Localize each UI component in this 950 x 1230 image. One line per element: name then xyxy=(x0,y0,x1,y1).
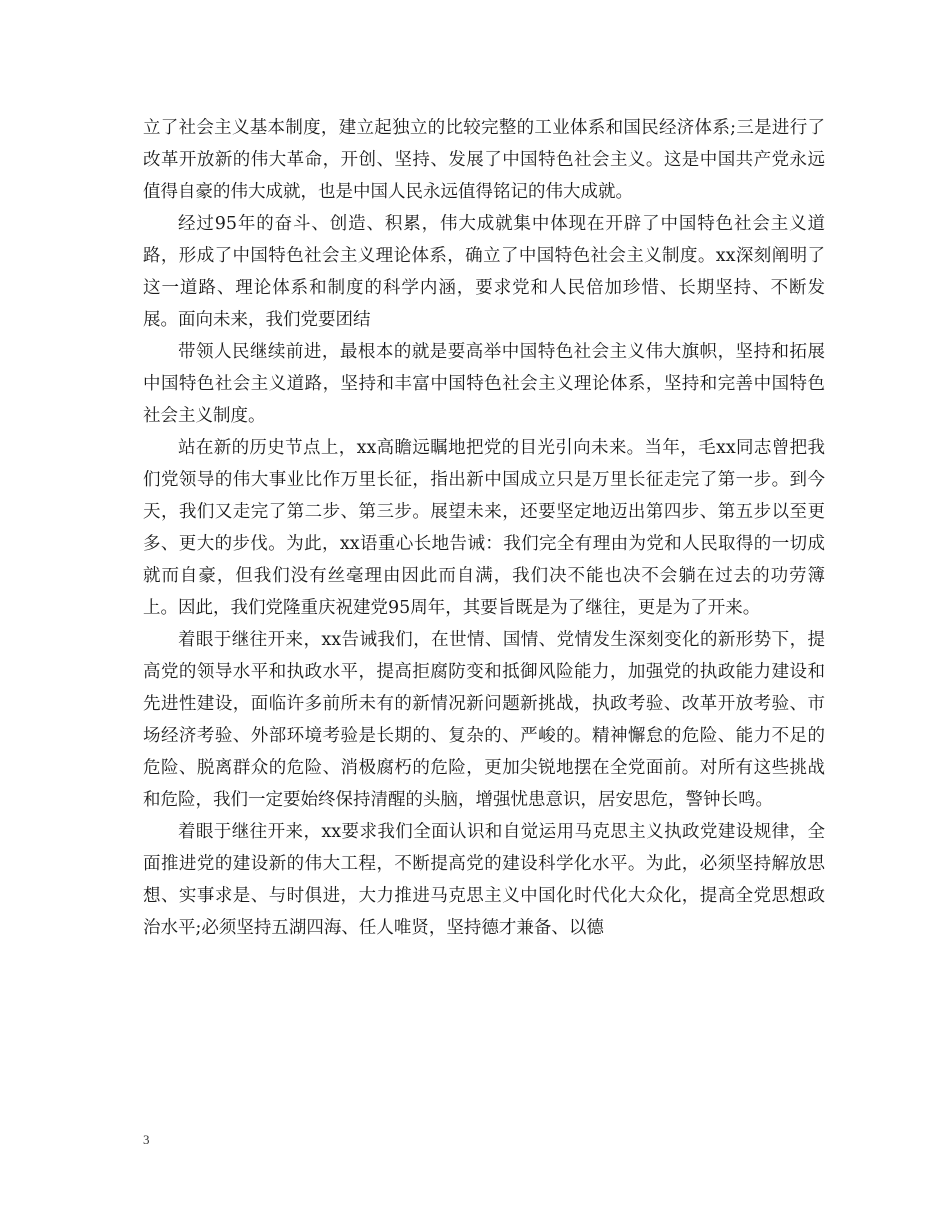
paragraph-2: 经过95年的奋斗、创造、积累，伟大成就集中体现在开辟了中国特色社会主义道路，形成了中国特色社会主义理论体系，确立了中国特色社会主义制度。xx深刻阐明了这一道路、理论体系和制度的科学内涵，要求党和人民倍加珍惜、长期坚持、不断发展。面向未来，我们党要团结 xyxy=(143,214,825,330)
paragraph-4: 站在新的历史节点上，xx高瞻远瞩地把党的目光引向未来。当年，毛xx同志曾把我们党领导的伟大事业比作万里长征，指出新中国成立只是万里长征走完了第一步。到今天，我们又走完了第二步、第三步。展望未来，还要坚定地迈出第四步、第五步以至更多、更大的步伐。为此，xx语重心长地告诫：我们完全有理由为党和人民取得的一切成就而自豪，但我们没有丝毫理由因此而自满，我们决不能也决不会躺在过去的功劳簿上。因此，我们党隆重庆祝建党95周年，其要旨既是为了继往，更是为了开来。 xyxy=(143,438,825,618)
page-number: 3 xyxy=(143,1132,150,1147)
paragraph-6: 着眼于继往开来，xx要求我们全面认识和自觉运用马克思主义执政党建设规律，全面推进党的建设新的伟大工程，不断提高党的建设科学化水平。为此，必须坚持解放思想、实事求是、与时俱进，大力推进马克思主义中国化时代化大众化，提高全党思想政治水平;必须坚持五湖四海、任人唯贤，坚持德才兼备、以德 xyxy=(143,822,825,938)
paragraph-3: 带领人民继续前进，最根本的就是要高举中国特色社会主义伟大旗帜，坚持和拓展中国特色社会主义道路，坚持和丰富中国特色社会主义理论体系，坚持和完善中国特色社会主义制度。 xyxy=(143,342,825,426)
paragraph-5: 着眼于继往开来，xx告诫我们，在世情、国情、党情发生深刻变化的新形势下，提高党的领导水平和执政水平，提高拒腐防变和抵御风险能力，加强党的执政能力建设和先进性建设，面临许多前所未有的新情况新问题新挑战，执政考验、改革开放考验、市场经济考验、外部环境考验是长期的、复杂的、严峻的。精神懈怠的危险、能力不足的危险、脱离群众的危险、消极腐朽的危险，更加尖锐地摆在全党面前。对所有这些挑战和危险，我们一定要始终保持清醒的头脑，增强忧患意识，居安思危，警钟长鸣。 xyxy=(143,630,825,810)
document-body xyxy=(143,112,825,944)
paragraph-1: 立了社会主义基本制度，建立起独立的比较完整的工业体系和国民经济体系;三是进行了改革开放新的伟大革命，开创、坚持、发展了中国特色社会主义。这是中国共产党永远值得自豪的伟大成就，也是中国人民永远值得铭记的伟大成就。 xyxy=(143,118,825,202)
